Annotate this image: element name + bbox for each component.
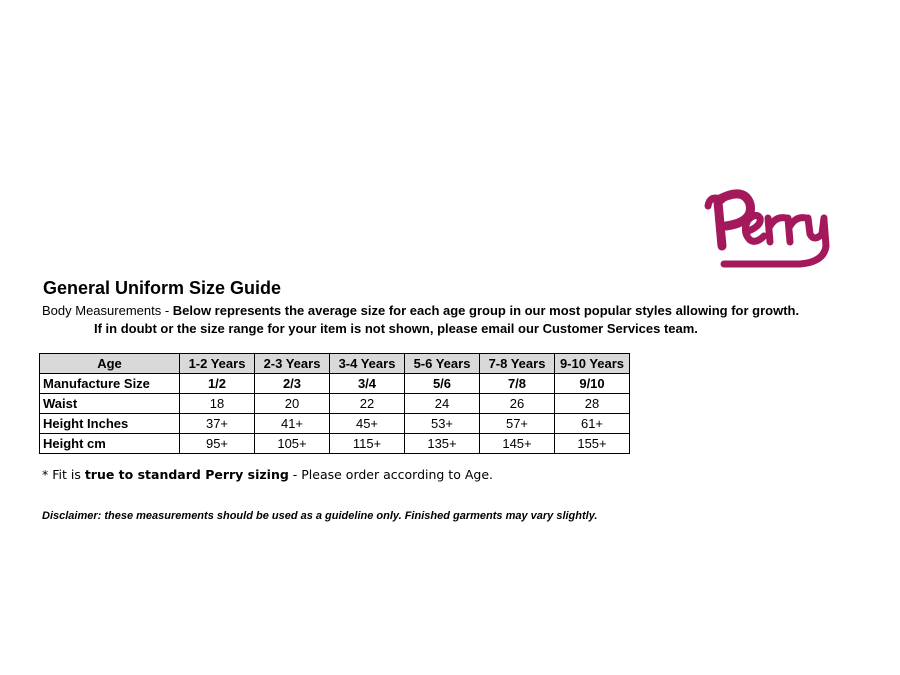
row-label: Manufacture Size	[40, 374, 180, 394]
table-cell: 18	[180, 394, 255, 414]
column-header: 9-10 Years	[555, 354, 630, 374]
table-cell: 145+	[480, 434, 555, 454]
table-cell: 24	[405, 394, 480, 414]
disclaimer: Disclaimer: these measurements should be used as a guideline only. Finished garments may vary slightly.	[42, 510, 598, 522]
perry-logo	[700, 180, 840, 272]
fit-note-bold: true to standard Perry sizing	[84, 467, 289, 482]
fit-note-prefix: * Fit is	[42, 467, 85, 482]
column-header: 7-8 Years	[480, 354, 555, 374]
table-cell: 22	[330, 394, 405, 414]
size-table	[39, 353, 630, 454]
table-cell: 5/6	[405, 374, 480, 394]
column-header: 2-3 Years	[255, 354, 330, 374]
table-cell: 28	[555, 394, 630, 414]
row-label: Waist	[40, 394, 180, 414]
perry-logo-mark	[700, 180, 840, 272]
table-row	[40, 394, 630, 414]
table-cell: 155+	[555, 434, 630, 454]
table-cell: 61+	[555, 414, 630, 434]
table-cell: 9/10	[555, 374, 630, 394]
intro-rest: Below represents the average size for each age group in our most popular styles allowing for growth.	[172, 303, 800, 318]
intro-line-1	[42, 303, 799, 318]
table-row	[40, 414, 630, 434]
table-cell: 57+	[480, 414, 555, 434]
fit-note-suffix: - Please order according to Age.	[288, 467, 493, 482]
table-cell: 135+	[405, 434, 480, 454]
row-label: Height cm	[40, 434, 180, 454]
table-cell: 95+	[180, 434, 255, 454]
table-cell: 1/2	[180, 374, 255, 394]
column-header: 5-6 Years	[405, 354, 480, 374]
table-cell: 105+	[255, 434, 330, 454]
column-header: 3-4 Years	[330, 354, 405, 374]
table-cell: 2/3	[255, 374, 330, 394]
row-label: Height Inches	[40, 414, 180, 434]
table-cell: 3/4	[330, 374, 405, 394]
header-age: Age	[40, 354, 180, 374]
table-cell: 26	[480, 394, 555, 414]
table-cell: 7/8	[480, 374, 555, 394]
table-cell: 53+	[405, 414, 480, 434]
intro-lead: Body Measurements -	[42, 303, 173, 318]
table-cell: 41+	[255, 414, 330, 434]
table-row	[40, 374, 630, 394]
intro-line-2: If in doubt or the size range for your item is not shown, please email our Customer Services team.	[94, 321, 698, 336]
table-cell: 45+	[330, 414, 405, 434]
table-cell: 115+	[330, 434, 405, 454]
table-cell: 37+	[180, 414, 255, 434]
page-title: General Uniform Size Guide	[43, 278, 282, 298]
table-cell: 20	[255, 394, 330, 414]
fit-note	[42, 467, 493, 482]
column-header: 1-2 Years	[180, 354, 255, 374]
table-row	[40, 434, 630, 454]
table-header-row	[40, 354, 630, 374]
